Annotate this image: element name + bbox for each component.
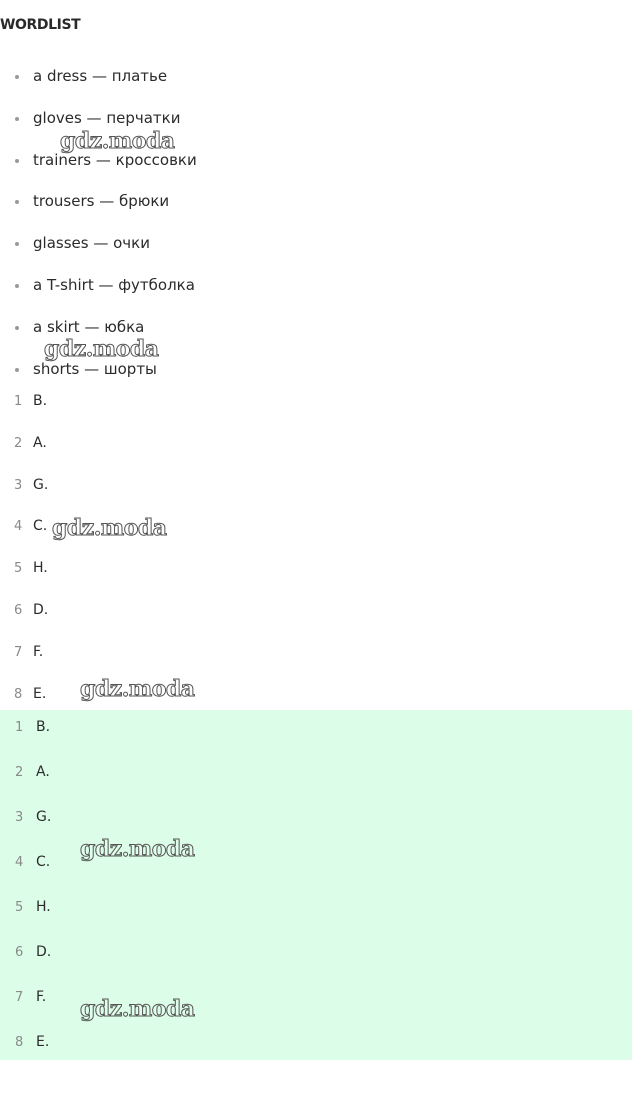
answer-number: 4 [15,855,24,870]
answer-number: 5 [15,900,24,915]
answer-letter: E. [33,685,47,702]
answer-number: 8 [15,1035,24,1050]
answer-letter: G. [33,476,49,493]
answer-letter: F. [36,989,47,1005]
wordlist-entry: a T-shirt — футболка [33,275,195,294]
answer-number: 3 [15,810,24,825]
answer-number: 6 [14,602,23,618]
answer-letter: D. [33,601,49,618]
answer-letter: C. [33,518,48,535]
answer-letter: A. [36,764,50,780]
bullet-icon [15,284,19,288]
wordlist-entry: a dress — платье [33,67,168,85]
answer-number: 2 [15,765,24,780]
answer-letter: B. [33,393,48,409]
answer-letter: G. [36,809,52,825]
answer-number: 6 [15,945,24,960]
bullet-icon [15,159,19,163]
answer-letter: C. [36,854,51,870]
answer-letter: B. [36,719,51,735]
answer-number: 1 [14,394,23,409]
answer-number: 1 [15,720,24,735]
watermark: gdz.moda [80,836,195,862]
answer-number: 8 [14,686,23,702]
bullet-icon [15,75,19,79]
wordlist-entry: shorts — шорты [33,359,157,378]
wordlist-entry: trainers — кроссовки [33,150,197,169]
bullet-icon [15,200,19,204]
answer-letter: E. [36,1034,50,1050]
answer-number: 7 [14,644,23,660]
bullet-icon [15,326,19,330]
watermark: gdz.moda [60,128,175,154]
answer-letter: A. [33,434,47,451]
bullet-icon [15,368,19,372]
answer-letter: D. [36,944,52,960]
answer-letter: F. [33,643,44,660]
answer-letter: H. [36,899,51,915]
answer-number: 7 [15,990,24,1005]
bullet-icon [15,117,19,121]
section-title: WORDLIST [0,17,81,33]
watermark: gdz.moda [44,336,159,362]
watermark: gdz.moda [80,676,195,702]
watermark: gdz.moda [80,996,195,1022]
answer-number: 3 [14,477,23,493]
wordlist-entry: trousers — брюки [33,192,170,211]
answer-number: 4 [14,519,23,535]
bullet-icon [15,242,19,246]
answer-letter: H. [33,560,48,577]
watermark: gdz.moda [52,515,167,541]
answer-number: 2 [14,435,23,451]
answer-number: 5 [14,561,23,577]
wordlist-entry: gloves — перчатки [33,108,181,127]
wordlist-entry: glasses — очки [33,234,150,253]
wordlist-entry: a skirt — юбка [33,317,145,336]
